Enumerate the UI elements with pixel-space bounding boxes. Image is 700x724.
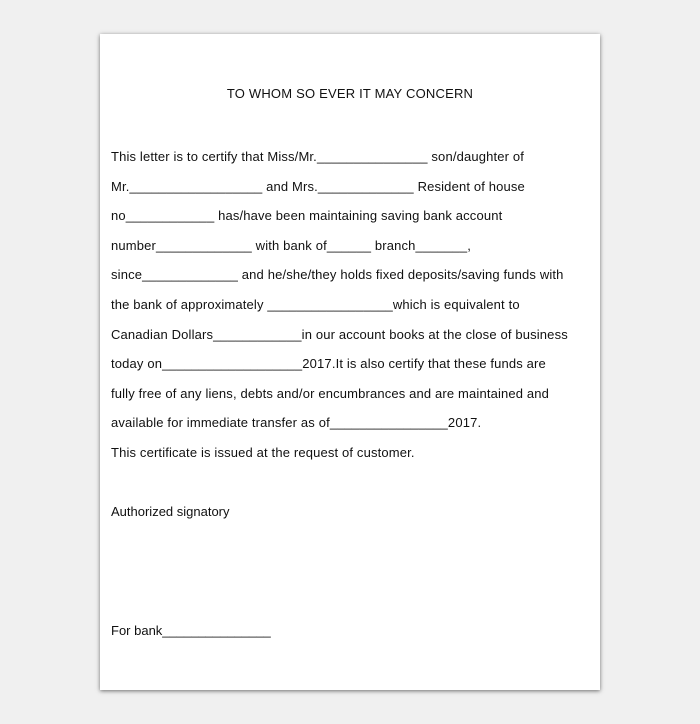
body-line-3: no____________ has/have been maintaining saving bank account <box>111 208 503 224</box>
body-line-9: fully free of any liens, debts and/or encumbrances and are maintained and <box>111 385 550 401</box>
body-line-11: This certificate is issued at the request of customer. <box>111 444 415 460</box>
body-line-1: This letter is to certify that Miss/Mr._______________ son/daughter of <box>111 149 525 164</box>
body-line-2: Mr.__________________ and Mrs._____________ Resident of house <box>111 178 525 194</box>
body-line-10: available for immediate transfer as of________________2017. <box>111 415 482 431</box>
letter-body <box>111 147 591 473</box>
letter-title: TO WHOM SO EVER IT MAY CONCERN <box>226 86 474 101</box>
body-line-5: since_____________ and he/she/they holds fixed deposits/saving funds with <box>111 267 564 283</box>
body-line-8: today on___________________2017.It is also certify that these funds are <box>111 356 546 372</box>
authorized-signatory-label: Authorized signatory <box>111 504 230 519</box>
body-line-7: Canadian Dollars____________in our account books at the close of business <box>111 326 568 342</box>
document-page <box>100 34 600 690</box>
body-line-4: number_____________ with bank of______ branch_______, <box>111 237 471 253</box>
for-bank-signature-line: For bank_______________ <box>111 623 271 638</box>
body-line-6: the bank of approximately _________________which is equivalent to <box>111 296 520 312</box>
